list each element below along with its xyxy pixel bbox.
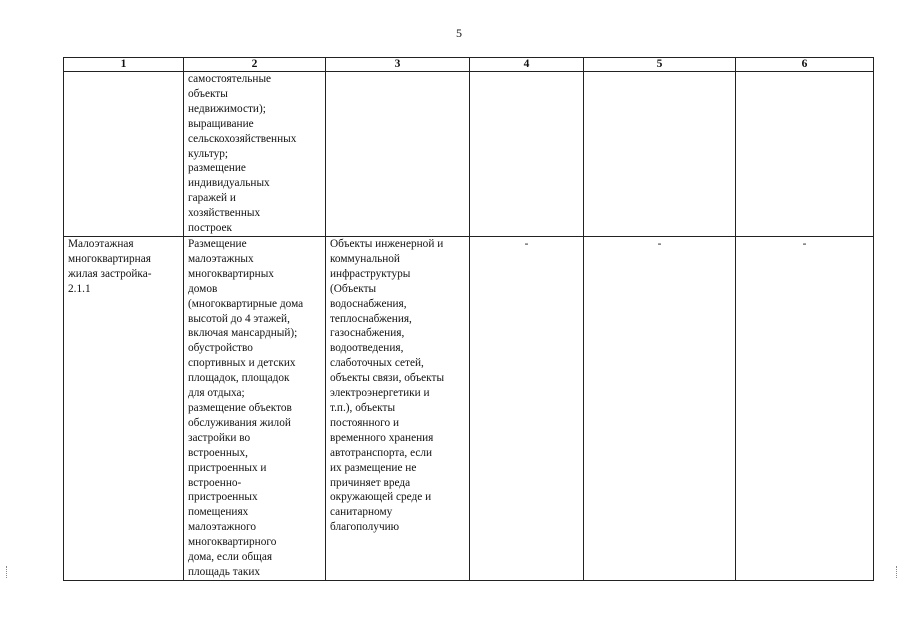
scan-edge-mark-left bbox=[6, 566, 8, 578]
table-cell bbox=[64, 72, 184, 237]
table-cell bbox=[470, 72, 584, 237]
table-cell: - bbox=[470, 237, 584, 581]
table-cell bbox=[326, 72, 470, 237]
table-cell bbox=[584, 72, 736, 237]
scan-edge-mark-right bbox=[896, 566, 898, 578]
table-row bbox=[64, 237, 874, 581]
table-cell bbox=[736, 72, 874, 237]
table-cell: Объекты инженерной и коммунальной инфраструктуры (Объекты водоснабжения, теплоснабжения, газоснабжения, водоотведения, слаботочных сетей, объекты связи, объекты электроэнергетики и т.п.), объекты постоянного и временного хранения автотранспорта, если их размещение не причиняет вреда окружающей среде и санитарному благополучию bbox=[326, 237, 470, 581]
table-cell: самостоятельные объекты недвижимости); выращивание сельскохозяйственных культур; размещение индивидуальных гаражей и хозяйственных построек bbox=[184, 72, 326, 237]
table-cell: - bbox=[584, 237, 736, 581]
page-number: 5 bbox=[456, 26, 462, 40]
table-row bbox=[64, 72, 874, 237]
table-cell: Размещение малоэтажных многоквартирных домов (многоквартирные дома высотой до 4 этажей, включая мансардный); обустройство спортивных и детских площадок, площадок для отдыха; размещение объектов обслуживания жилой застройки во встроенных, пристроенных и встроенно- пристроенных помещениях малоэтажного многоквартирного дома, если общая площадь таких bbox=[184, 237, 326, 581]
column-header: 1 bbox=[64, 58, 184, 72]
column-header: 3 bbox=[326, 58, 470, 72]
column-header: 2 bbox=[184, 58, 326, 72]
column-header: 4 bbox=[470, 58, 584, 72]
column-header: 6 bbox=[736, 58, 874, 72]
table-header-row bbox=[64, 58, 874, 72]
column-header: 5 bbox=[584, 58, 736, 72]
land-use-table bbox=[63, 57, 874, 581]
table-cell: Малоэтажная многоквартирная жилая застройка- 2.1.1 bbox=[64, 237, 184, 581]
table-cell: - bbox=[736, 237, 874, 581]
